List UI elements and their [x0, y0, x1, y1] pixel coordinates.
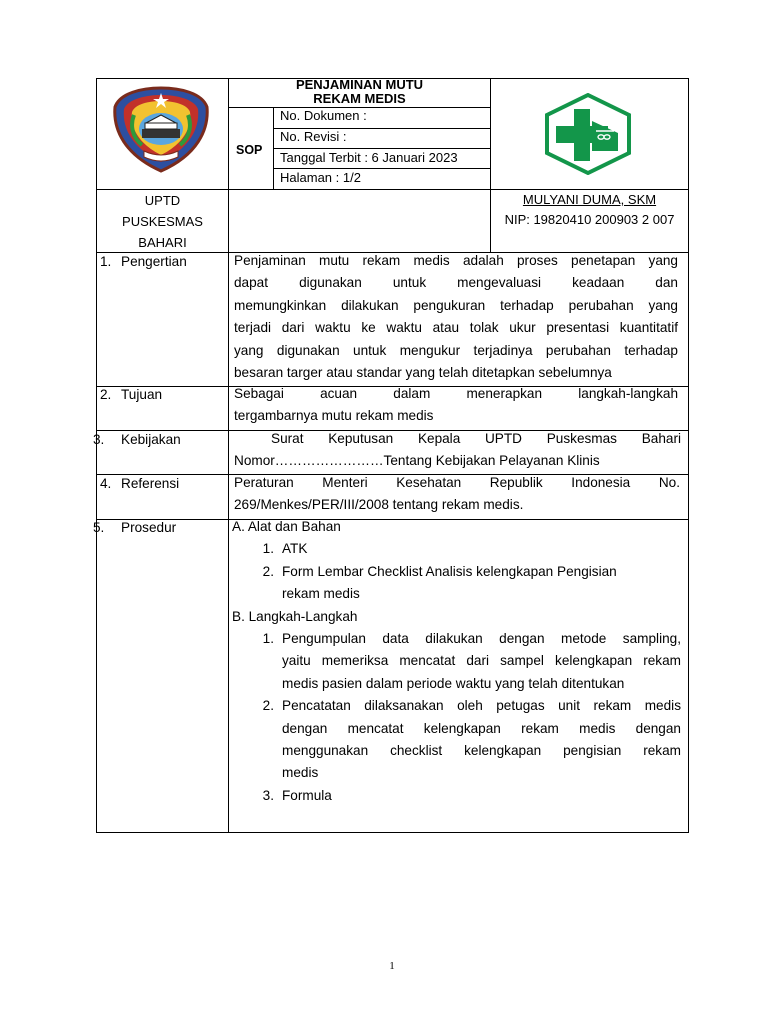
section-5-label: Prosedur [121, 520, 177, 535]
list-item-line: Pengumpulan data dilakukan dengan metode sampling, [282, 631, 681, 647]
list-item-line: ATK [282, 541, 308, 557]
subsection-heading: A. Alat dan Bahan [232, 519, 341, 534]
doc-field-page: Halaman : 1/2 [280, 170, 361, 185]
list-item-number: 2. [262, 698, 274, 714]
paragraph-line: Penjaminan mutu rekam medis adalah proses penetapan yang [234, 253, 678, 268]
paragraph-line: terjadi dari waktu ke waktu atau tolak ukur presentasi kuantitatif [234, 320, 678, 336]
signatory-name: MULYANI DUMA, SKM [522, 192, 657, 207]
left-logo [112, 85, 210, 175]
organization-name [97, 190, 228, 253]
paragraph-line: yang digunakan untuk mengukur terjadinya perubahan terhadap [234, 342, 678, 358]
document-title-line1: PENJAMINAN MUTU [295, 77, 424, 92]
list-item-line: medis pasien dalam periode waktu yang telah ditentukan [282, 675, 625, 691]
section-3-number: 3. [93, 432, 105, 447]
paragraph-line: besaran targer atau standar yang telah ditetapkan sebelumnya [234, 365, 612, 381]
organization-line3: BAHARI [138, 235, 187, 250]
section-1-number: 1. [100, 254, 112, 269]
section-5-body [232, 516, 681, 807]
paragraph-line: memungkinkan dilakukan pengukuran terhadap perubahan yang [234, 297, 678, 313]
list-item-number: 1. [262, 541, 274, 557]
section-1-body [234, 250, 678, 384]
puskesmas-cross-icon [543, 93, 633, 175]
list-item [232, 538, 681, 560]
section-2-body [234, 383, 678, 428]
page-number: 1 [389, 960, 395, 972]
document-title [229, 78, 490, 106]
list-item [232, 695, 681, 785]
sop-label: SOP [236, 143, 263, 157]
list-item [232, 628, 681, 695]
list-item-line: rekam medis [282, 586, 360, 602]
subsection-heading: B. Langkah-Langkah [232, 608, 358, 624]
section-4-body [234, 472, 680, 517]
right-logo [543, 93, 633, 175]
organization-line2: PUSKESMAS [122, 214, 203, 229]
paragraph-line: Nomor……………………Tentang Kebijakan Pelayanan Klinis [234, 453, 600, 469]
list-item-line: Pencatatan dilaksanakan oleh petugas unit rekam medis [282, 698, 681, 714]
section-3-body [234, 428, 681, 473]
list-item-line: medis [282, 765, 319, 781]
section-4-label: Referensi [121, 476, 180, 491]
paragraph-line: tergambarnya mutu rekam medis [234, 408, 434, 424]
list-item-line: yaitu memeriksa mencatat dari sampel kelengkapan rekam [282, 653, 681, 669]
list-item-line: Form Lembar Checklist Analisis kelengkapan Pengisian [282, 563, 617, 579]
paragraph-line: Surat Keputusan Kepala UPTD Puskesmas Bahari [271, 431, 681, 446]
section-5-number: 5. [93, 520, 105, 535]
paragraph-line: 269/Menkes/PER/III/2008 tentang rekam medis. [234, 497, 524, 513]
signatory [491, 190, 688, 230]
regency-crest-icon [112, 85, 210, 175]
doc-field-issue-date: Tanggal Terbit : 6 Januari 2023 [280, 150, 458, 165]
paragraph-line: dapat digunakan untuk mengevaluasi keadaan dan [234, 275, 678, 291]
section-4-number: 4. [100, 476, 112, 491]
list-item-number: 1. [262, 631, 274, 647]
section-2-number: 2. [100, 387, 112, 402]
doc-field-revision: No. Revisi : [280, 129, 347, 144]
doc-field-number: No. Dokumen : [280, 108, 367, 123]
list-item-number: 2. [262, 563, 274, 579]
list-item-line: Formula [282, 787, 332, 803]
organization-line1: UPTD [144, 193, 181, 208]
section-1-label: Pengertian [121, 254, 187, 269]
section-3-label: Kebijakan [121, 432, 181, 447]
section-2-label: Tujuan [121, 387, 163, 402]
list-item-number: 3. [262, 787, 274, 803]
paragraph-line: Peraturan Menteri Kesehatan Republik Indonesia No. [234, 475, 680, 490]
signatory-nip: NIP: 19820410 200903 2 007 [504, 212, 675, 227]
list-item-line: menggunakan checklist kelengkapan pengisian rekam [282, 743, 681, 759]
list-item-line: dengan mencatat kelengkapan rekam medis dengan [282, 720, 681, 736]
paragraph-line: Sebagai acuan dalam menerapkan langkah-langkah [234, 386, 678, 401]
list-item [232, 785, 681, 807]
document-title-line2: REKAM MEDIS [313, 91, 406, 106]
list-item [232, 561, 681, 606]
